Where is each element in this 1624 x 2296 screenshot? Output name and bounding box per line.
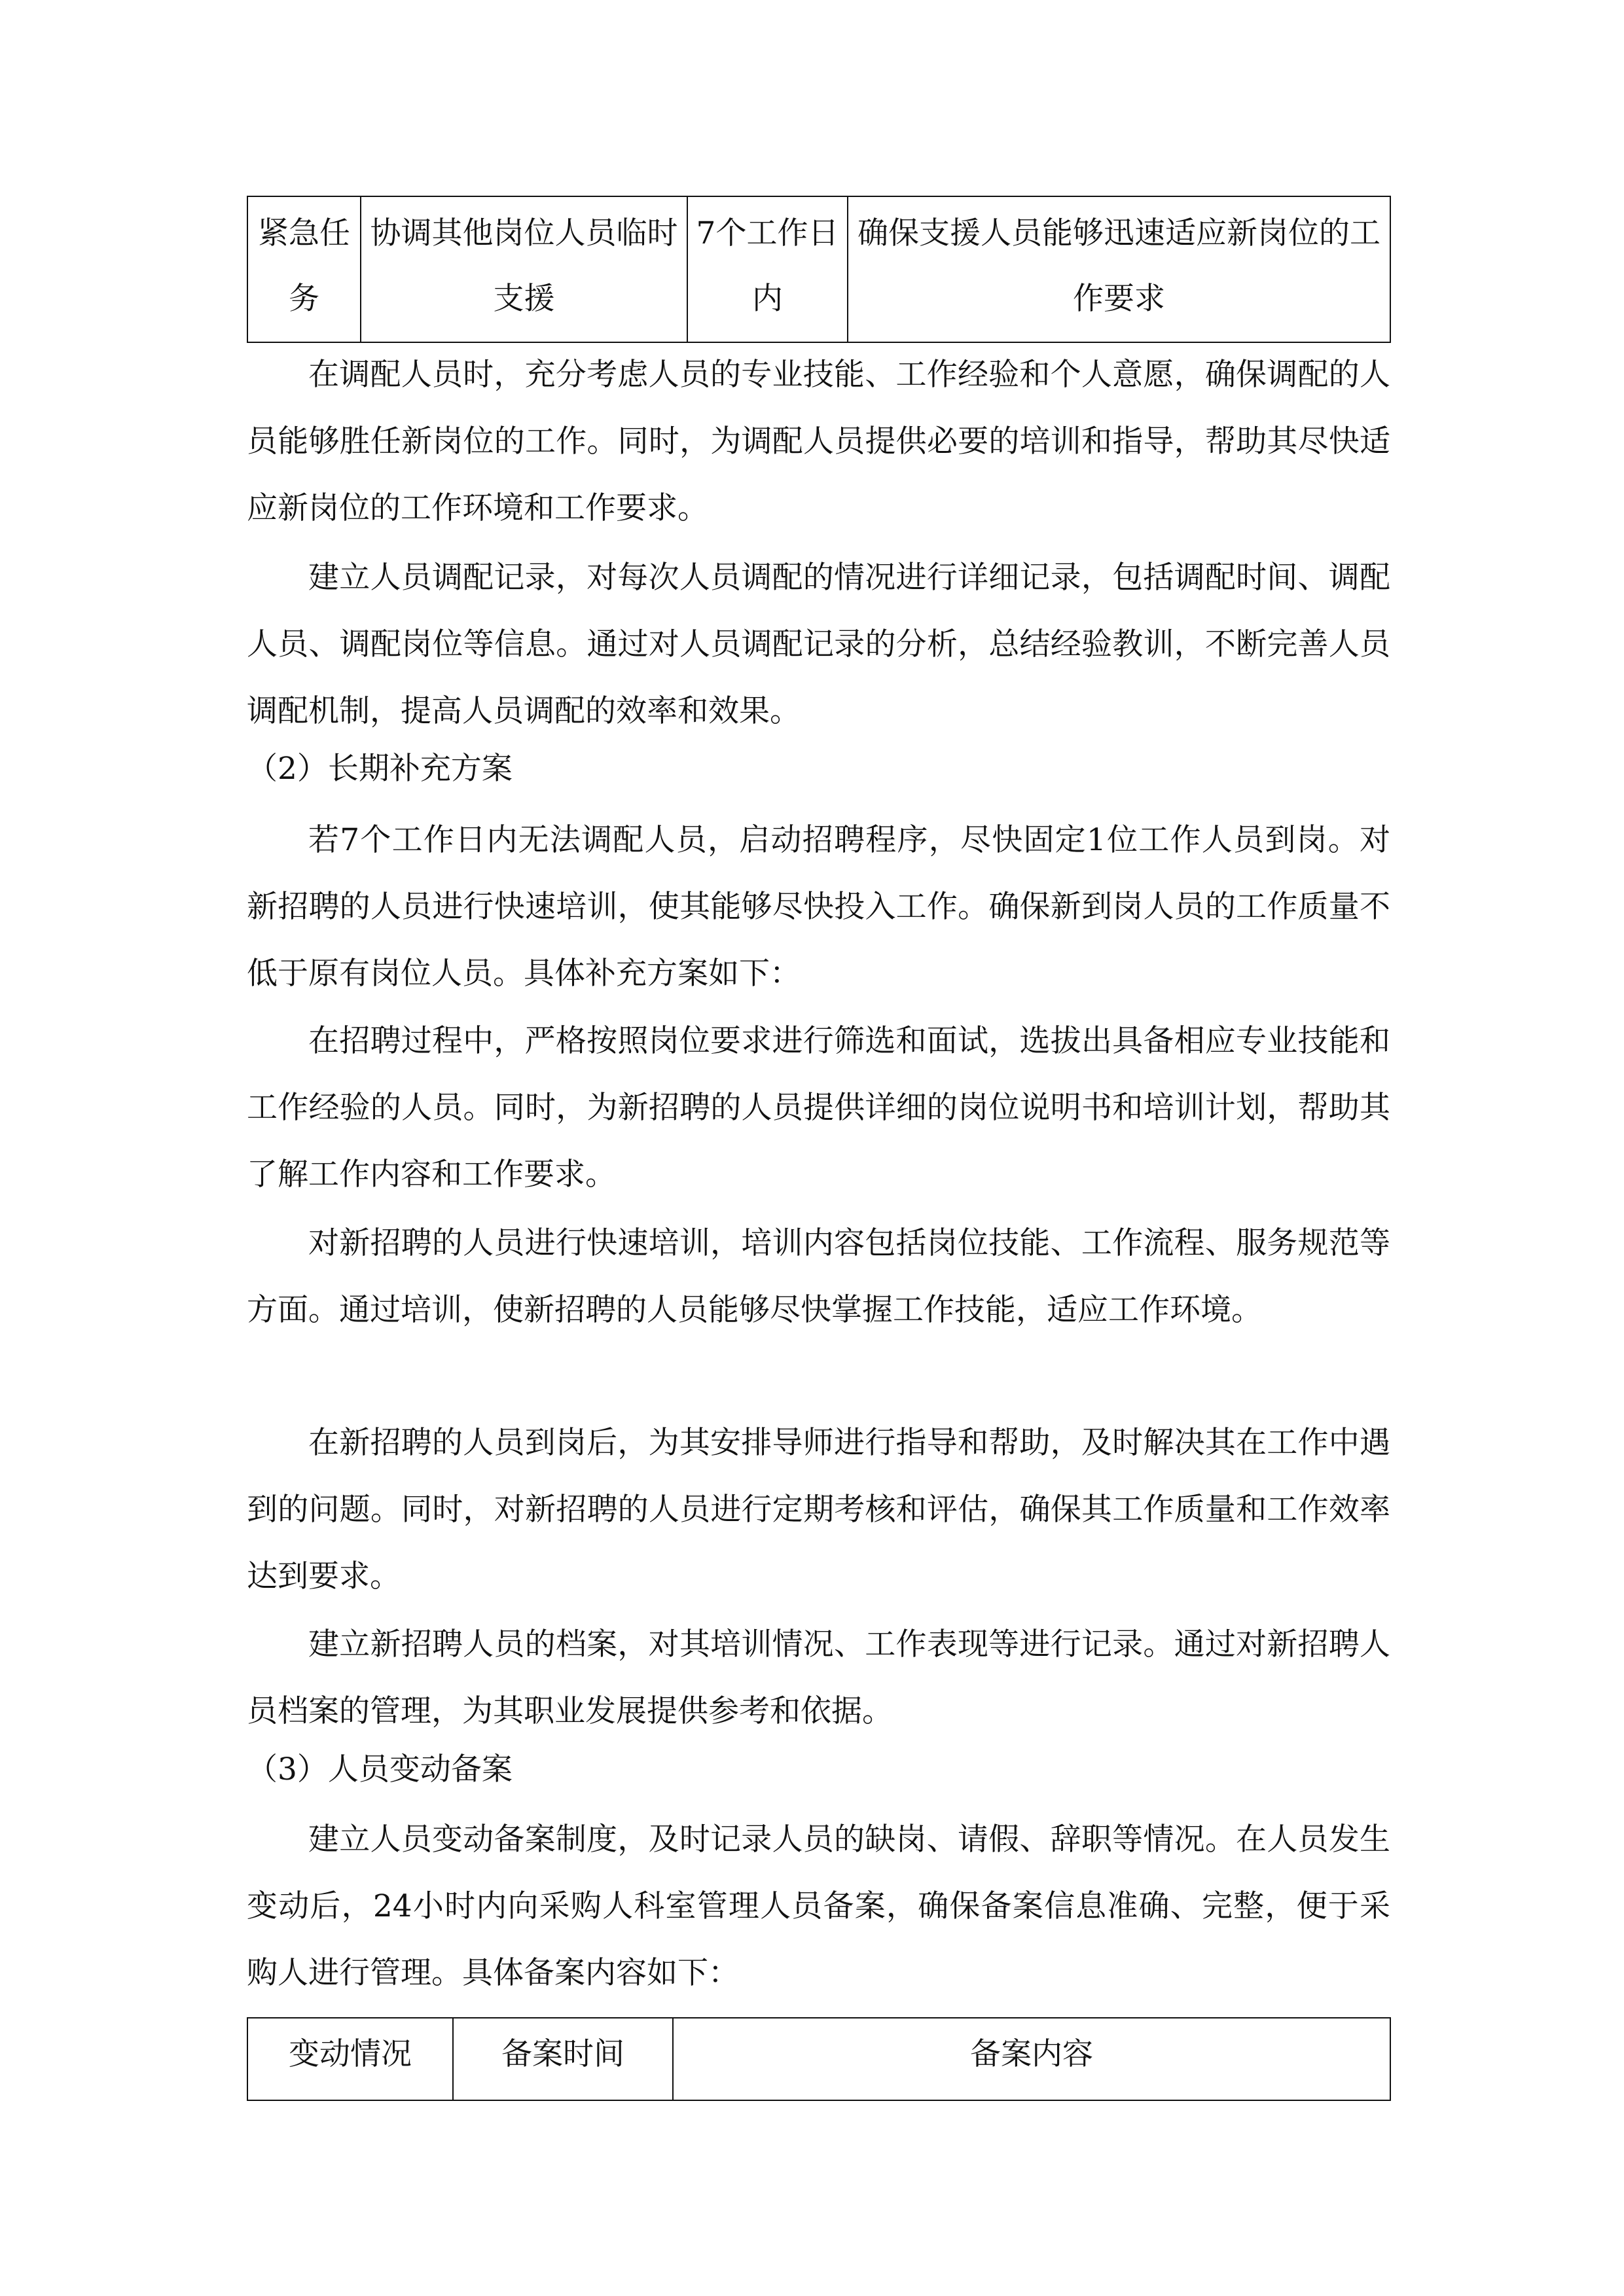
section-heading-long-term-plan: （2）长期补充方案 bbox=[247, 751, 513, 787]
paragraph-mentor-guidance: 在新招聘的人员到岗后，为其安排导师进行指导和帮助，及时解决其在工作中遇到的问题。同时，对新招聘的人员进行定期考核和评估，确保其工作质量和工作效率达到要求。 bbox=[247, 1425, 1390, 1594]
paragraph-recruitment-start: 若7个工作日内无法调配人员，启动招聘程序，尽快固定1位工作人员到岗。对新招聘的人员进行快速培训，使其能够尽快投入工作。确保新到岗人员的工作质量不低于原有岗位人员。具体补充方案如下： bbox=[247, 822, 1390, 992]
paragraph-allocation-records: 建立人员调配记录，对每次人员调配的情况进行详细记录，包括调配时间、调配人员、调配岗位等信息。通过对人员调配记录的分析，总结经验教训，不断完善人员调配机制，提高人员调配的效率和效果。 bbox=[247, 560, 1390, 729]
change-filing-table bbox=[247, 2017, 1391, 2101]
table-cell: 确保支援人员能够迅速适应新岗位的工作要求 bbox=[848, 196, 1390, 342]
table-header-row bbox=[247, 2018, 1390, 2100]
paragraph-change-filing: 建立人员变动备案制度，及时记录人员的缺岗、请假、辞职等情况。在人员发生变动后，24小时内向采购人科室管理人员备案，确保备案信息准确、完整，便于采购人进行管理。具体备案内容如下： bbox=[247, 1821, 1390, 1991]
section-heading-personnel-change: （3）人员变动备案 bbox=[247, 1751, 513, 1787]
table-header-cell: 备案内容 bbox=[673, 2018, 1390, 2100]
emergency-task-table bbox=[247, 196, 1391, 343]
paragraph-allocation-considerations: 在调配人员时，充分考虑人员的专业技能、工作经验和个人意愿，确保调配的人员能够胜任新岗位的工作。同时，为调配人员提供必要的培训和指导，帮助其尽快适应新岗位的工作环境和工作要求。 bbox=[247, 357, 1390, 526]
table-row bbox=[247, 196, 1390, 342]
paragraph-rapid-training: 对新招聘的人员进行快速培训，培训内容包括岗位技能、工作流程、服务规范等方面。通过培训，使新招聘的人员能够尽快掌握工作技能，适应工作环境。 bbox=[247, 1225, 1390, 1328]
paragraph-recruitment-process: 在招聘过程中，严格按照岗位要求进行筛选和面试，选拔出具备相应专业技能和工作经验的人员。同时，为新招聘的人员提供详细的岗位说明书和培训计划，帮助其了解工作内容和工作要求。 bbox=[247, 1023, 1390, 1193]
table-header-cell: 备案时间 bbox=[453, 2018, 673, 2100]
paragraph-new-hire-archive: 建立新招聘人员的档案，对其培训情况、工作表现等进行记录。通过对新招聘人员档案的管理，为其职业发展提供参考和依据。 bbox=[247, 1626, 1390, 1729]
table-cell: 7个工作日内 bbox=[687, 196, 848, 342]
table-cell: 紧急任务 bbox=[247, 196, 361, 342]
table-cell: 协调其他岗位人员临时支援 bbox=[361, 196, 687, 342]
table-header-cell: 变动情况 bbox=[247, 2018, 453, 2100]
